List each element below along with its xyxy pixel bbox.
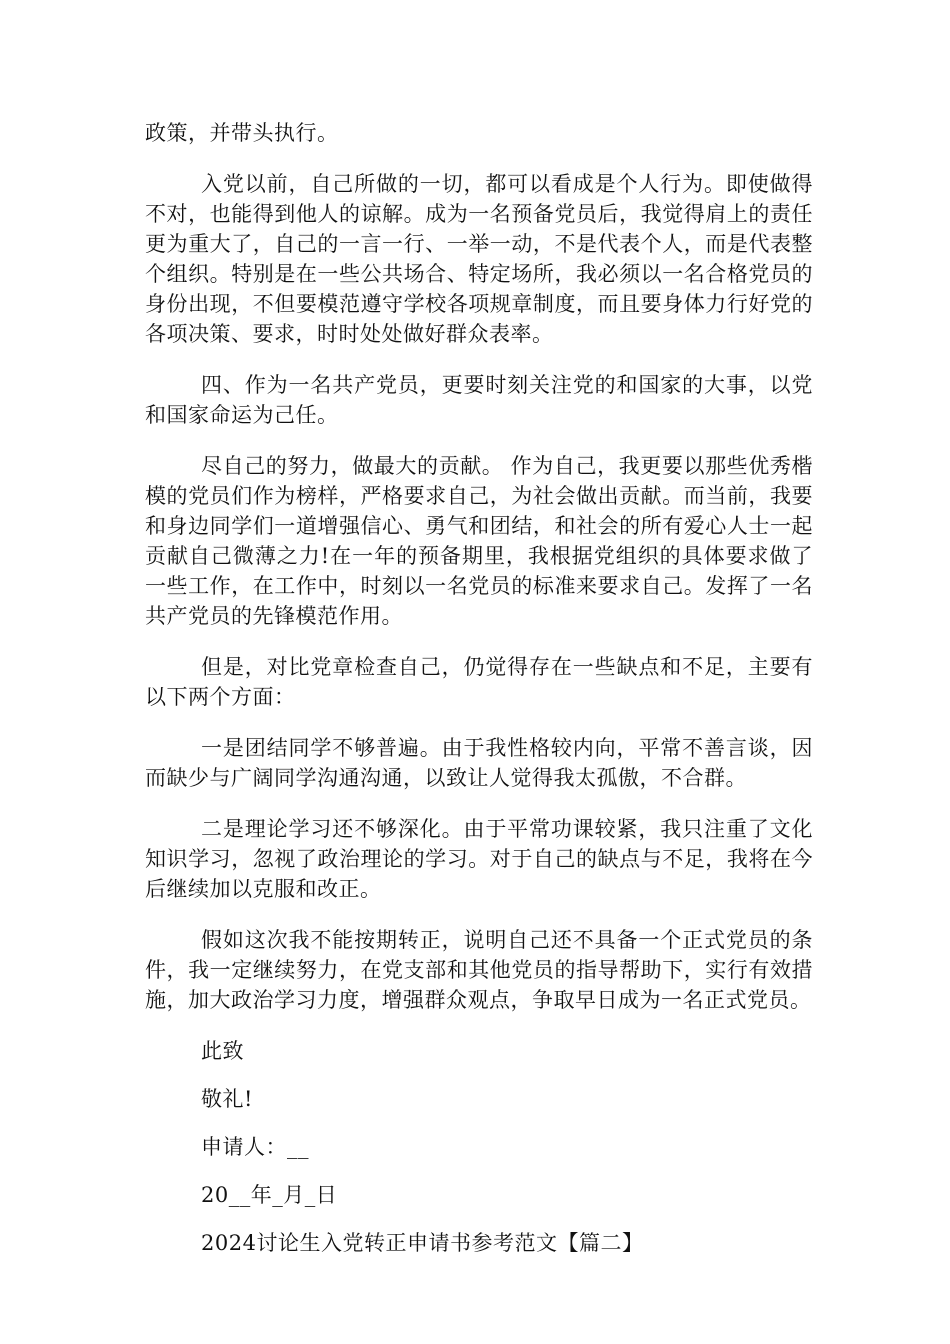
closing-line: 此致 [201, 1039, 244, 1063]
paragraph-shortcoming-two: 二是理论学习还不够深化。由于平常功课较紧，我只注重了文化知识学习，忽视了政治理论的学习。对于自己的缺点与不足，我将在今后继续加以克服和改正。 [145, 817, 813, 901]
paragraph-point-four: 四、作为一名共产党员，更要时刻关注党的和国家的大事，以党和国家命运为己任。 [145, 373, 813, 427]
paragraph-shortcoming-one: 一是团结同学不够普遍。由于我性格较内向，平常不善言谈，因而缺少与广阔同学沟通沟通，以致让人觉得我太孤傲，不合群。 [145, 736, 813, 790]
salute-line: 敬礼! [201, 1087, 253, 1111]
document-body [145, 118, 813, 1276]
paragraph-continuation: 政策，并带头执行。 [145, 121, 339, 145]
date-line: 20__年_月_日 [201, 1183, 338, 1207]
paragraph-before-joining: 入党以前，自己所做的一切，都可以看成是个人行为。即使做得不对，也能得到他人的谅解。成为一名预备党员后，我觉得肩上的责任更为重大了，自己的一言一行、一举一动，不是代表个人，而是代表整个组织。特别是在一些公共场合、特定场所，我必须以一名合格党员的身份出现，不但要模范遵守学校各项规章制度，而且要身体力行好党的各项决策、要求，时时处处做好群众表率。 [145, 172, 813, 346]
paragraph-commitment: 假如这次我不能按期转正，说明自己还不具备一个正式党员的条件，我一定继续努力，在党支部和其他党员的指导帮助下，实行有效措施，加大政治学习力度，增强群众观点，争取早日成为一名正式党员。 [145, 928, 813, 1012]
paragraph-contribution: 尽自己的努力，做最大的贡献。 作为自己，我更要以那些优秀楷模的党员们作为榜样，严格要求自己，为社会做出贡献。而当前，我要和身边同学们一道增强信心、勇气和团结，和社会的所有爱心人士一起贡献自己微薄之力!在一年的预备期里，我根据党组织的具体要求做了一些工作，在工作中，时刻以一名党员的标准来要求自己。发挥了一名共产党员的先锋模范作用。 [145, 454, 813, 628]
paragraph-shortcomings-intro: 但是，对比党章检查自己，仍觉得存在一些缺点和不足，主要有以下两个方面： [145, 655, 813, 709]
applicant-line: 申请人：__ [201, 1135, 309, 1159]
next-section-title: 2024讨论生入党转正申请书参考范文【篇二】 [201, 1231, 644, 1255]
